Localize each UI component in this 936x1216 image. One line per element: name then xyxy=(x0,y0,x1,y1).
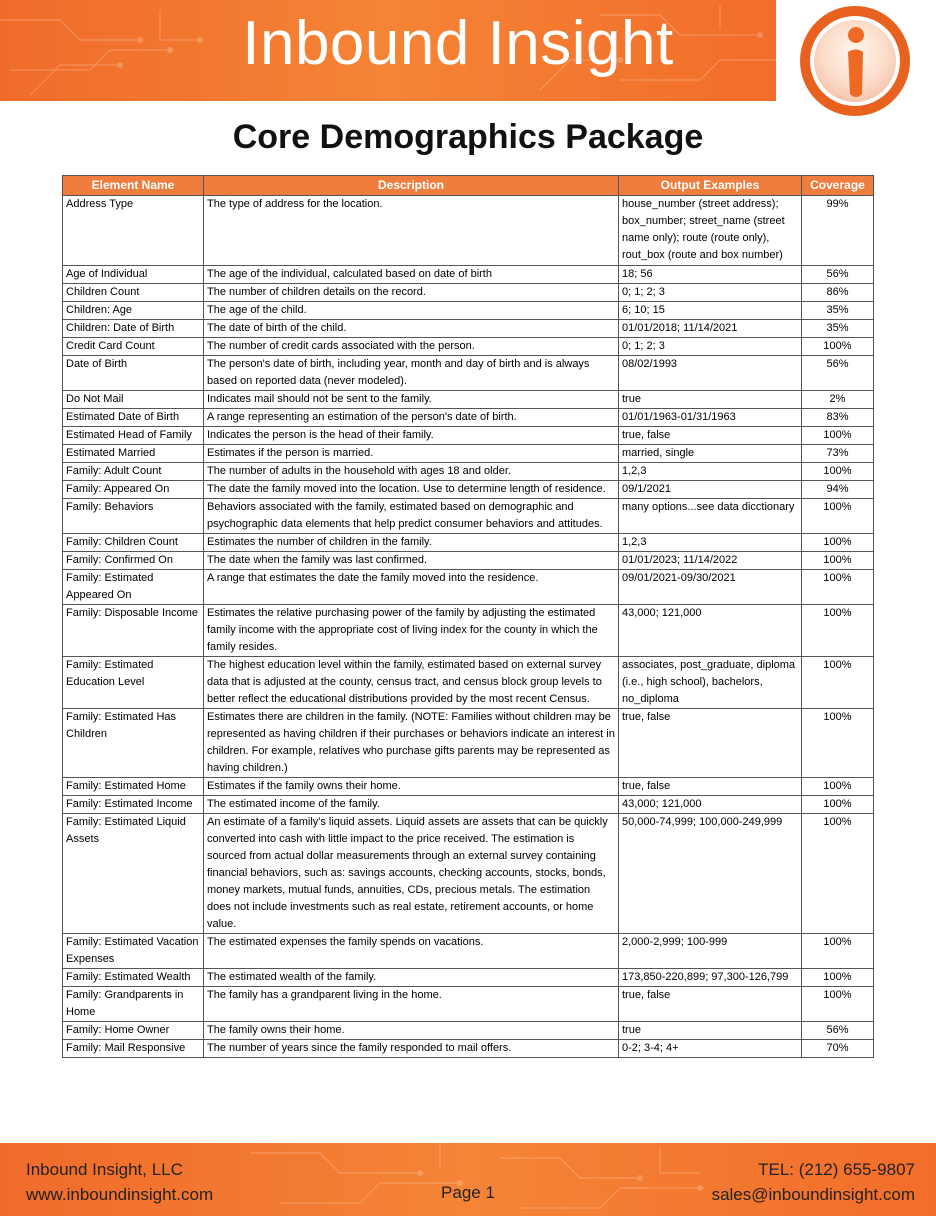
description: The number of adults in the household with ages 18 and older. xyxy=(204,463,619,481)
description: The type of address for the location. xyxy=(204,196,619,266)
output-examples: married, single xyxy=(619,445,802,463)
output-examples: 01/01/1963-01/31/1963 xyxy=(619,409,802,427)
table-row xyxy=(63,463,874,481)
description: The number of years since the family responded to mail offers. xyxy=(204,1040,619,1058)
description: The family owns their home. xyxy=(204,1022,619,1040)
coverage: 100% xyxy=(802,605,874,657)
coverage: 100% xyxy=(802,463,874,481)
table-row xyxy=(63,796,874,814)
description: The estimated income of the family. xyxy=(204,796,619,814)
description: The age of the individual, calculated based on date of birth xyxy=(204,266,619,284)
coverage: 100% xyxy=(802,709,874,778)
output-examples: 43,000; 121,000 xyxy=(619,605,802,657)
inbound-insight-logo-icon xyxy=(796,2,914,120)
column-header-output-examples: Output Examples xyxy=(619,176,802,196)
footer-phone: TEL: (212) 655-9807 xyxy=(758,1160,915,1179)
output-examples: 2,000-2,999; 100-999 xyxy=(619,934,802,969)
element-name: Family: Estimated Appeared On xyxy=(63,570,204,605)
table-row xyxy=(63,605,874,657)
element-name: Family: Estimated Wealth xyxy=(63,969,204,987)
coverage: 2% xyxy=(802,391,874,409)
description: Estimates if the family owns their home. xyxy=(204,778,619,796)
coverage: 100% xyxy=(802,796,874,814)
page-number: Page 1 xyxy=(441,1183,495,1202)
description: The highest education level within the family, estimated based on external survey data that is adjusted at the county, census tract, and census block group levels to better reflect the educational distributions provided by the most recent Census. xyxy=(204,657,619,709)
description: The family has a grandparent living in the home. xyxy=(204,987,619,1022)
description: Estimates the number of children in the family. xyxy=(204,534,619,552)
element-name: Estimated Married xyxy=(63,445,204,463)
coverage: 94% xyxy=(802,481,874,499)
column-header-element-name: Element Name xyxy=(63,176,204,196)
table-row xyxy=(63,570,874,605)
description: A range that estimates the date the family moved into the residence. xyxy=(204,570,619,605)
output-examples: 01/01/2018; 11/14/2021 xyxy=(619,320,802,338)
output-examples: 0; 1; 2; 3 xyxy=(619,284,802,302)
description: The estimated wealth of the family. xyxy=(204,969,619,987)
coverage: 99% xyxy=(802,196,874,266)
description: Estimates there are children in the family. (NOTE: Families without children may be represented as having children if their purchases or behaviors indicate an interest in children. For example, relatives who purchase gifts parents may be represented as having children.) xyxy=(204,709,619,778)
output-examples: 6; 10; 15 xyxy=(619,302,802,320)
output-examples: 0; 1; 2; 3 xyxy=(619,338,802,356)
output-examples: 18; 56 xyxy=(619,266,802,284)
coverage: 83% xyxy=(802,409,874,427)
output-examples: 09/1/2021 xyxy=(619,481,802,499)
table-row xyxy=(63,338,874,356)
element-name: Children: Age xyxy=(63,302,204,320)
brand-title: Inbound Insight xyxy=(242,9,674,78)
table-row xyxy=(63,1022,874,1040)
table-row xyxy=(63,778,874,796)
footer-company: Inbound Insight, LLC xyxy=(26,1160,183,1179)
table-row xyxy=(63,356,874,391)
demographics-table xyxy=(62,175,874,1058)
element-name: Family: Mail Responsive xyxy=(63,1040,204,1058)
table-row xyxy=(63,302,874,320)
element-name: Estimated Date of Birth xyxy=(63,409,204,427)
element-name: Family: Estimated Liquid Assets xyxy=(63,814,204,934)
output-examples: associates, post_graduate, diploma (i.e., high school), bachelors, no_diploma xyxy=(619,657,802,709)
element-name: Family: Home Owner xyxy=(63,1022,204,1040)
footer-website-link[interactable]: www.inboundinsight.com xyxy=(26,1185,214,1204)
table-row xyxy=(63,709,874,778)
element-name: Family: Estimated Has Children xyxy=(63,709,204,778)
output-examples: 43,000; 121,000 xyxy=(619,796,802,814)
description: The date of birth of the child. xyxy=(204,320,619,338)
table-row xyxy=(63,427,874,445)
coverage: 100% xyxy=(802,427,874,445)
element-name: Estimated Head of Family xyxy=(63,427,204,445)
output-examples: 0-2; 3-4; 4+ xyxy=(619,1040,802,1058)
coverage: 100% xyxy=(802,814,874,934)
table-row xyxy=(63,987,874,1022)
coverage: 100% xyxy=(802,657,874,709)
coverage: 56% xyxy=(802,266,874,284)
coverage: 70% xyxy=(802,1040,874,1058)
output-examples: house_number (street address); box_number; street_name (street name only); route (route only), rout_box (route and box number) xyxy=(619,196,802,266)
element-name: Children Count xyxy=(63,284,204,302)
output-examples: true, false xyxy=(619,987,802,1022)
table-row xyxy=(63,320,874,338)
table-row xyxy=(63,552,874,570)
table-row xyxy=(63,445,874,463)
element-name: Family: Confirmed On xyxy=(63,552,204,570)
output-examples: 173,850-220,899; 97,300-126,799 xyxy=(619,969,802,987)
element-name: Family: Estimated Home xyxy=(63,778,204,796)
output-examples: true, false xyxy=(619,778,802,796)
table-row xyxy=(63,284,874,302)
element-name: Do Not Mail xyxy=(63,391,204,409)
output-examples: 50,000-74,999; 100,000-249,999 xyxy=(619,814,802,934)
output-examples: 1,2,3 xyxy=(619,534,802,552)
output-examples: 08/02/1993 xyxy=(619,356,802,391)
table-row xyxy=(63,657,874,709)
output-examples: 09/01/2021-09/30/2021 xyxy=(619,570,802,605)
element-name: Family: Disposable Income xyxy=(63,605,204,657)
element-name: Family: Grandparents in Home xyxy=(63,987,204,1022)
coverage: 100% xyxy=(802,934,874,969)
coverage: 100% xyxy=(802,969,874,987)
description: Behaviors associated with the family, estimated based on demographic and psychographic data elements that help predict consumer behaviors and attitudes. xyxy=(204,499,619,534)
element-name: Family: Adult Count xyxy=(63,463,204,481)
table-row xyxy=(63,969,874,987)
output-examples: 01/01/2023; 11/14/2022 xyxy=(619,552,802,570)
coverage: 73% xyxy=(802,445,874,463)
output-examples: many options...see data dicctionary xyxy=(619,499,802,534)
output-examples: true, false xyxy=(619,709,802,778)
footer-email-link[interactable]: sales@inboundinsight.com xyxy=(711,1185,915,1204)
element-name: Family: Estimated Education Level xyxy=(63,657,204,709)
table-row xyxy=(63,534,874,552)
coverage: 100% xyxy=(802,534,874,552)
description: The number of credit cards associated with the person. xyxy=(204,338,619,356)
coverage: 100% xyxy=(802,499,874,534)
output-examples: true xyxy=(619,1022,802,1040)
table-row xyxy=(63,499,874,534)
description: Estimates the relative purchasing power of the family by adjusting the estimated family income with the appropriate cost of living index for the county in which the family resides. xyxy=(204,605,619,657)
description: An estimate of a family's liquid assets. Liquid assets are assets that can be quickly converted into cash with little impact to the price received. The estimation is sourced from actual dollar measurements through an external survey containing financial behaviors, such as: savings accounts, checking accounts, stocks, bonds, money markets, mutual funds, annuities, CDs, precious metals. The estimation does not include investments such as real estate, retirement accounts, or home value. xyxy=(204,814,619,934)
description: Indicates mail should not be sent to the family. xyxy=(204,391,619,409)
output-examples: 1,2,3 xyxy=(619,463,802,481)
element-name: Family: Estimated Vacation Expenses xyxy=(63,934,204,969)
table-row xyxy=(63,409,874,427)
element-name: Credit Card Count xyxy=(63,338,204,356)
description: Estimates if the person is married. xyxy=(204,445,619,463)
column-header-description: Description xyxy=(204,176,619,196)
description: The age of the child. xyxy=(204,302,619,320)
output-examples: true, false xyxy=(619,427,802,445)
coverage: 100% xyxy=(802,570,874,605)
description: The estimated expenses the family spends on vacations. xyxy=(204,934,619,969)
coverage: 100% xyxy=(802,987,874,1022)
description: The date the family moved into the location. Use to determine length of residence. xyxy=(204,481,619,499)
coverage: 100% xyxy=(802,778,874,796)
coverage: 86% xyxy=(802,284,874,302)
element-name: Address Type xyxy=(63,196,204,266)
column-header-coverage: Coverage xyxy=(802,176,874,196)
description: The date when the family was last confirmed. xyxy=(204,552,619,570)
table-row xyxy=(63,266,874,284)
table-row xyxy=(63,196,874,266)
element-name: Family: Behaviors xyxy=(63,499,204,534)
coverage: 100% xyxy=(802,338,874,356)
coverage: 35% xyxy=(802,320,874,338)
coverage: 56% xyxy=(802,1022,874,1040)
element-name: Children: Date of Birth xyxy=(63,320,204,338)
element-name: Family: Appeared On xyxy=(63,481,204,499)
output-examples: true xyxy=(619,391,802,409)
table-row xyxy=(63,481,874,499)
table-row xyxy=(63,934,874,969)
table-row xyxy=(63,1040,874,1058)
page-title: Core Demographics Package xyxy=(232,118,704,156)
coverage: 35% xyxy=(802,302,874,320)
element-name: Family: Children Count xyxy=(63,534,204,552)
coverage: 56% xyxy=(802,356,874,391)
description: Indicates the person is the head of their family. xyxy=(204,427,619,445)
element-name: Family: Estimated Income xyxy=(63,796,204,814)
element-name: Age of Individual xyxy=(63,266,204,284)
table-row xyxy=(63,391,874,409)
description: The person's date of birth, including year, month and day of birth and is always based on reported data (never modeled). xyxy=(204,356,619,391)
description: The number of children details on the record. xyxy=(204,284,619,302)
description: A range representing an estimation of the person's date of birth. xyxy=(204,409,619,427)
table-header-row xyxy=(63,176,874,196)
table-row xyxy=(63,814,874,934)
element-name: Date of Birth xyxy=(63,356,204,391)
coverage: 100% xyxy=(802,552,874,570)
